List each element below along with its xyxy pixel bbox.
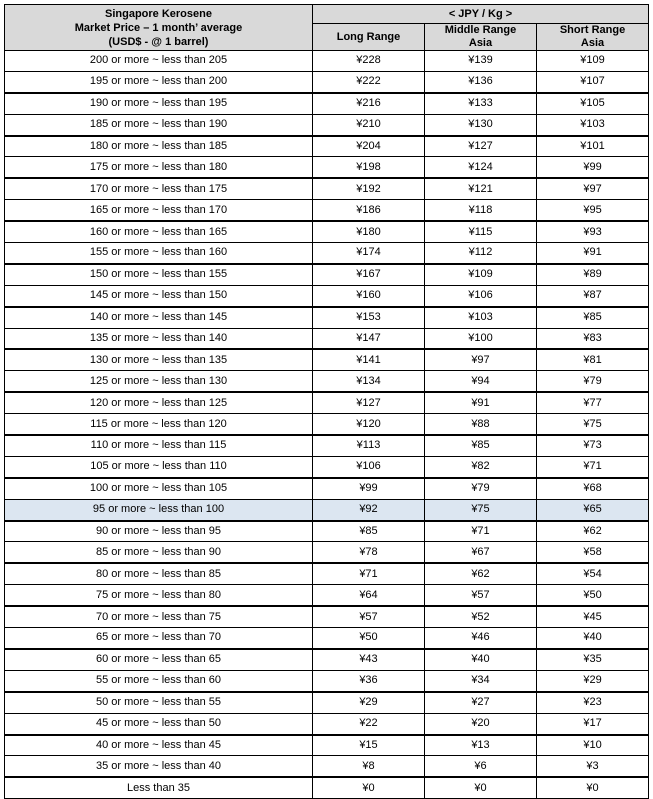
price-range-cell: 140 or more ~ less than 145 [5, 307, 313, 328]
long-range-cell: ¥127 [313, 392, 425, 413]
table-row [5, 371, 649, 392]
long-range-cell: ¥113 [313, 435, 425, 456]
middle-range-asia-cell: ¥97 [425, 349, 537, 370]
table-row [5, 585, 649, 606]
short-range-asia-cell: ¥3 [537, 756, 649, 777]
price-range-cell: 100 or more ~ less than 105 [5, 478, 313, 499]
price-range-cell: 195 or more ~ less than 200 [5, 71, 313, 92]
price-range-cell: 60 or more ~ less than 65 [5, 649, 313, 670]
table-row [5, 114, 649, 135]
long-range-cell: ¥174 [313, 243, 425, 264]
market-price-header [5, 5, 313, 51]
price-range-cell: 65 or more ~ less than 70 [5, 628, 313, 649]
price-range-cell: 155 or more ~ less than 160 [5, 243, 313, 264]
long-range-cell: ¥222 [313, 71, 425, 92]
table-row [5, 285, 649, 306]
column-header-line: Asia [580, 37, 605, 49]
table-row [5, 542, 649, 563]
long-range-cell: ¥120 [313, 414, 425, 435]
price-range-cell: 190 or more ~ less than 195 [5, 93, 313, 114]
long-range-cell: ¥210 [313, 114, 425, 135]
price-range-cell: 35 or more ~ less than 40 [5, 756, 313, 777]
price-range-cell: 40 or more ~ less than 45 [5, 735, 313, 756]
short-range-asia-cell: ¥105 [537, 93, 649, 114]
short-range-asia-cell: ¥95 [537, 200, 649, 221]
table-row [5, 392, 649, 413]
price-range-cell: 200 or more ~ less than 205 [5, 51, 313, 72]
short-range-asia-cell: ¥89 [537, 264, 649, 285]
short-range-asia-cell: ¥103 [537, 114, 649, 135]
jpy-per-kg-header: < JPY / Kg > [313, 5, 649, 24]
price-range-cell: 160 or more ~ less than 165 [5, 221, 313, 242]
short-range-asia-cell: ¥93 [537, 221, 649, 242]
header-left-line: Singapore Kerosene [105, 7, 212, 20]
long-range-cell: ¥106 [313, 456, 425, 477]
column-header-short-range-asia [537, 24, 649, 51]
short-range-asia-cell: ¥73 [537, 435, 649, 456]
middle-range-asia-cell: ¥124 [425, 157, 537, 178]
middle-range-asia-cell: ¥130 [425, 114, 537, 135]
long-range-cell: ¥92 [313, 499, 425, 520]
long-range-cell: ¥147 [313, 328, 425, 349]
table-row [5, 649, 649, 670]
long-range-cell: ¥198 [313, 157, 425, 178]
middle-range-asia-cell: ¥79 [425, 478, 537, 499]
table-row [5, 435, 649, 456]
short-range-asia-cell: ¥68 [537, 478, 649, 499]
short-range-asia-cell: ¥81 [537, 349, 649, 370]
column-header-line: Short Range [559, 24, 626, 36]
long-range-cell: ¥43 [313, 649, 425, 670]
middle-range-asia-cell: ¥88 [425, 414, 537, 435]
short-range-asia-cell: ¥71 [537, 456, 649, 477]
table-row [5, 628, 649, 649]
price-range-cell: 95 or more ~ less than 100 [5, 499, 313, 520]
table-row [5, 307, 649, 328]
short-range-asia-cell: ¥50 [537, 585, 649, 606]
long-range-cell: ¥180 [313, 221, 425, 242]
short-range-asia-cell: ¥91 [537, 243, 649, 264]
price-range-cell: 145 or more ~ less than 150 [5, 285, 313, 306]
short-range-asia-cell: ¥97 [537, 178, 649, 199]
middle-range-asia-cell: ¥112 [425, 243, 537, 264]
table-row [5, 563, 649, 584]
table-row [5, 478, 649, 499]
long-range-cell: ¥167 [313, 264, 425, 285]
long-range-cell: ¥216 [313, 93, 425, 114]
long-range-cell: ¥134 [313, 371, 425, 392]
short-range-asia-cell: ¥29 [537, 670, 649, 691]
middle-range-asia-cell: ¥100 [425, 328, 537, 349]
short-range-asia-cell: ¥109 [537, 51, 649, 72]
short-range-asia-cell: ¥58 [537, 542, 649, 563]
middle-range-asia-cell: ¥20 [425, 713, 537, 734]
short-range-asia-cell: ¥54 [537, 563, 649, 584]
middle-range-asia-cell: ¥27 [425, 692, 537, 713]
short-range-asia-cell: ¥45 [537, 606, 649, 627]
table-row [5, 200, 649, 221]
long-range-cell: ¥71 [313, 563, 425, 584]
price-range-cell: 105 or more ~ less than 110 [5, 456, 313, 477]
long-range-cell: ¥15 [313, 735, 425, 756]
column-header-middle-range-asia [425, 24, 537, 51]
price-range-cell: 120 or more ~ less than 125 [5, 392, 313, 413]
table-row [5, 692, 649, 713]
table-body [5, 51, 649, 799]
middle-range-asia-cell: ¥34 [425, 670, 537, 691]
long-range-cell: ¥141 [313, 349, 425, 370]
table-row [5, 264, 649, 285]
table-row [5, 51, 649, 72]
middle-range-asia-cell: ¥118 [425, 200, 537, 221]
middle-range-asia-cell: ¥133 [425, 93, 537, 114]
price-range-cell: 80 or more ~ less than 85 [5, 563, 313, 584]
price-range-cell: 110 or more ~ less than 115 [5, 435, 313, 456]
long-range-cell: ¥57 [313, 606, 425, 627]
price-range-cell: 130 or more ~ less than 135 [5, 349, 313, 370]
middle-range-asia-cell: ¥0 [425, 777, 537, 798]
middle-range-asia-cell: ¥106 [425, 285, 537, 306]
table-row [5, 221, 649, 242]
price-range-cell: Less than 35 [5, 777, 313, 798]
table-row [5, 71, 649, 92]
long-range-cell: ¥204 [313, 136, 425, 157]
middle-range-asia-cell: ¥127 [425, 136, 537, 157]
middle-range-asia-cell: ¥121 [425, 178, 537, 199]
short-range-asia-cell: ¥40 [537, 628, 649, 649]
price-range-cell: 180 or more ~ less than 185 [5, 136, 313, 157]
column-header-line: Asia [468, 37, 493, 49]
middle-range-asia-cell: ¥13 [425, 735, 537, 756]
short-range-asia-cell: ¥17 [537, 713, 649, 734]
middle-range-asia-cell: ¥62 [425, 563, 537, 584]
table-row [5, 414, 649, 435]
long-range-cell: ¥0 [313, 777, 425, 798]
middle-range-asia-cell: ¥71 [425, 521, 537, 542]
long-range-cell: ¥153 [313, 307, 425, 328]
short-range-asia-cell: ¥23 [537, 692, 649, 713]
table-row [5, 349, 649, 370]
short-range-asia-cell: ¥10 [537, 735, 649, 756]
middle-range-asia-cell: ¥109 [425, 264, 537, 285]
long-range-cell: ¥192 [313, 178, 425, 199]
price-range-cell: 45 or more ~ less than 50 [5, 713, 313, 734]
short-range-asia-cell: ¥77 [537, 392, 649, 413]
short-range-asia-cell: ¥79 [537, 371, 649, 392]
header-left-line: (USD$ - @ 1 barrel) [108, 35, 209, 48]
price-range-cell: 85 or more ~ less than 90 [5, 542, 313, 563]
price-range-cell: 125 or more ~ less than 130 [5, 371, 313, 392]
header-left-line: Market Price – 1 month’ average [74, 21, 243, 34]
kerosene-price-table [4, 4, 649, 799]
middle-range-asia-cell: ¥40 [425, 649, 537, 670]
table-row [5, 499, 649, 520]
price-range-cell: 50 or more ~ less than 55 [5, 692, 313, 713]
middle-range-asia-cell: ¥85 [425, 435, 537, 456]
long-range-cell: ¥8 [313, 756, 425, 777]
table-row [5, 93, 649, 114]
middle-range-asia-cell: ¥139 [425, 51, 537, 72]
short-range-asia-cell: ¥65 [537, 499, 649, 520]
long-range-cell: ¥29 [313, 692, 425, 713]
long-range-cell: ¥186 [313, 200, 425, 221]
middle-range-asia-cell: ¥6 [425, 756, 537, 777]
short-range-asia-cell: ¥0 [537, 777, 649, 798]
short-range-asia-cell: ¥85 [537, 307, 649, 328]
table-row [5, 777, 649, 798]
short-range-asia-cell: ¥87 [537, 285, 649, 306]
column-header-line: Long Range [336, 30, 401, 43]
middle-range-asia-cell: ¥94 [425, 371, 537, 392]
table-row [5, 521, 649, 542]
short-range-asia-cell: ¥107 [537, 71, 649, 92]
table-header [5, 5, 649, 51]
short-range-asia-cell: ¥101 [537, 136, 649, 157]
table-row [5, 178, 649, 199]
table-row [5, 606, 649, 627]
table-row [5, 243, 649, 264]
price-range-cell: 75 or more ~ less than 80 [5, 585, 313, 606]
middle-range-asia-cell: ¥46 [425, 628, 537, 649]
short-range-asia-cell: ¥99 [537, 157, 649, 178]
middle-range-asia-cell: ¥67 [425, 542, 537, 563]
table-row [5, 328, 649, 349]
price-range-cell: 135 or more ~ less than 140 [5, 328, 313, 349]
long-range-cell: ¥36 [313, 670, 425, 691]
short-range-asia-cell: ¥75 [537, 414, 649, 435]
table-row [5, 713, 649, 734]
table-row [5, 136, 649, 157]
long-range-cell: ¥228 [313, 51, 425, 72]
short-range-asia-cell: ¥62 [537, 521, 649, 542]
middle-range-asia-cell: ¥57 [425, 585, 537, 606]
long-range-cell: ¥160 [313, 285, 425, 306]
price-range-cell: 150 or more ~ less than 155 [5, 264, 313, 285]
long-range-cell: ¥78 [313, 542, 425, 563]
table-row [5, 157, 649, 178]
middle-range-asia-cell: ¥82 [425, 456, 537, 477]
price-range-cell: 185 or more ~ less than 190 [5, 114, 313, 135]
middle-range-asia-cell: ¥136 [425, 71, 537, 92]
middle-range-asia-cell: ¥115 [425, 221, 537, 242]
long-range-cell: ¥64 [313, 585, 425, 606]
column-header-line: Middle Range [444, 24, 517, 36]
short-range-asia-cell: ¥83 [537, 328, 649, 349]
price-range-cell: 165 or more ~ less than 170 [5, 200, 313, 221]
price-range-cell: 70 or more ~ less than 75 [5, 606, 313, 627]
column-header-long-range [313, 24, 425, 51]
table-row [5, 456, 649, 477]
price-range-cell: 90 or more ~ less than 95 [5, 521, 313, 542]
middle-range-asia-cell: ¥52 [425, 606, 537, 627]
middle-range-asia-cell: ¥103 [425, 307, 537, 328]
table-row [5, 735, 649, 756]
table-row [5, 670, 649, 691]
long-range-cell: ¥50 [313, 628, 425, 649]
price-range-cell: 175 or more ~ less than 180 [5, 157, 313, 178]
price-range-cell: 115 or more ~ less than 120 [5, 414, 313, 435]
long-range-cell: ¥99 [313, 478, 425, 499]
long-range-cell: ¥85 [313, 521, 425, 542]
price-range-cell: 170 or more ~ less than 175 [5, 178, 313, 199]
short-range-asia-cell: ¥35 [537, 649, 649, 670]
price-range-cell: 55 or more ~ less than 60 [5, 670, 313, 691]
middle-range-asia-cell: ¥91 [425, 392, 537, 413]
long-range-cell: ¥22 [313, 713, 425, 734]
middle-range-asia-cell: ¥75 [425, 499, 537, 520]
table-row [5, 756, 649, 777]
